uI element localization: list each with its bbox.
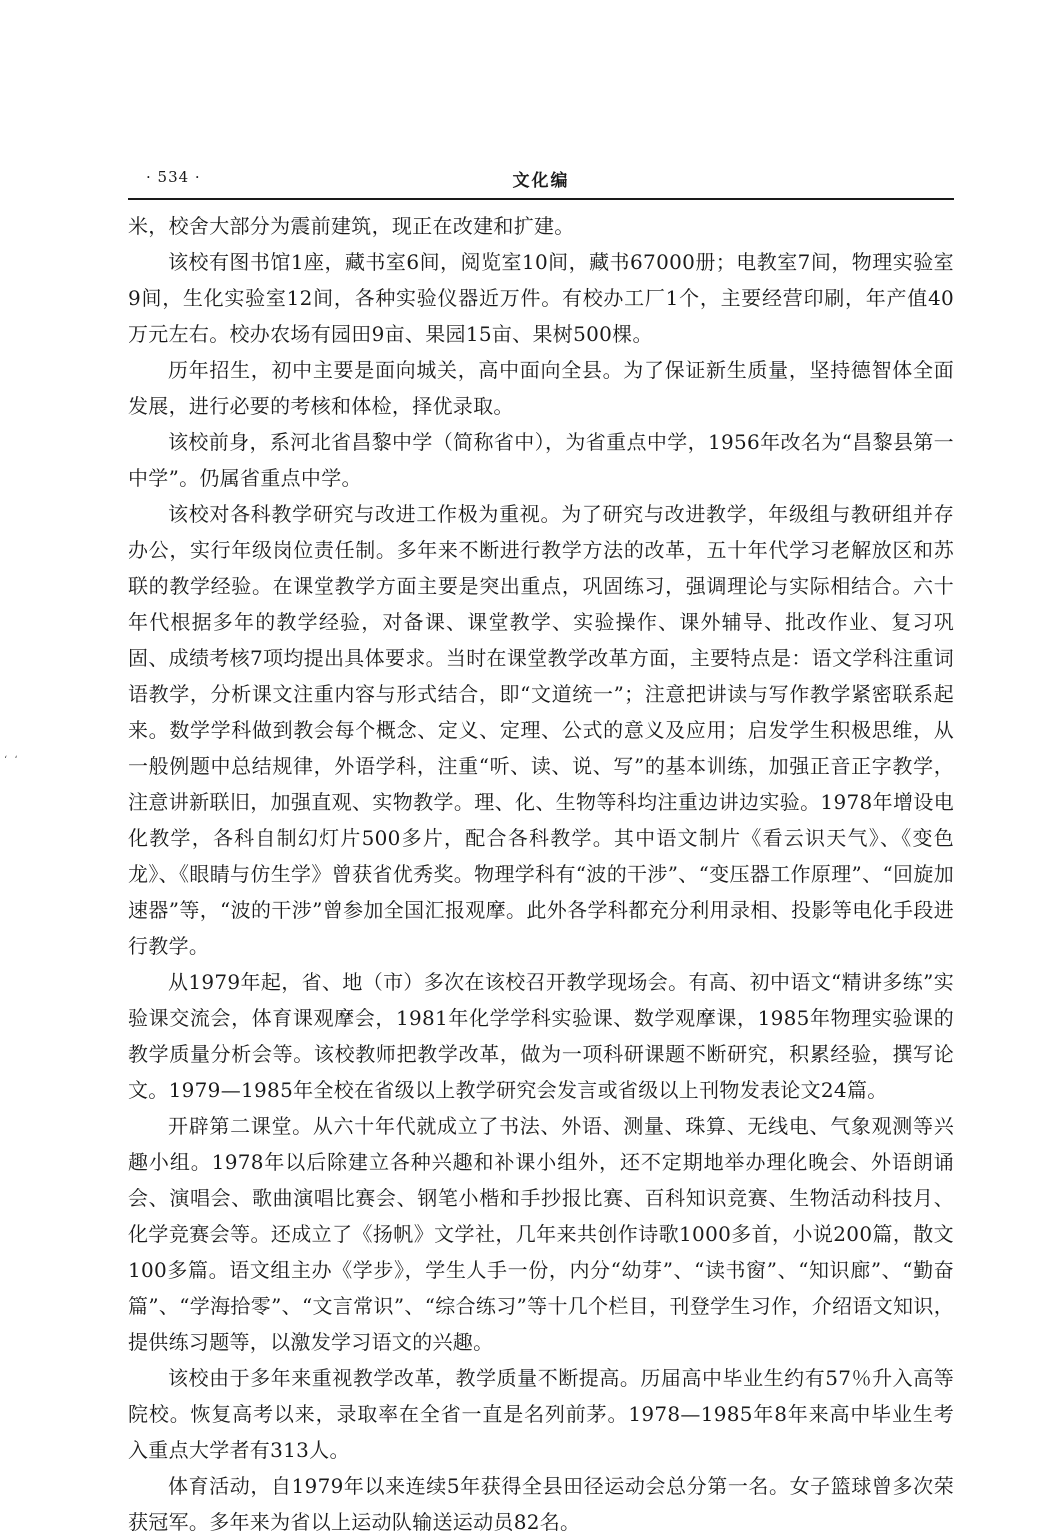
paragraph-teaching-reform: 该校对各科教学研究与改进工作极为重视。为了研究与改进教学，年级组与教研组并存办公，实行年级岗位责任制。多年来不断进行教学方法的改革，五十年代学习老解放区和苏联的教学经验。在课堂教学方面主要是突出重点，巩固练习，强调理论与实际相结合。六十年代根据多年的教学经验，对备课、课堂教学、实验操作、课外辅导、批改作业、复习巩固、成绩考核7项均提出具体要求。当时在课堂教学改革方面，主要特点是：语文学科注重词语教学，分析课文注重内容与形式结合，即“文道统一”；注意把讲读与写作教学紧密联系起来。数学学科做到教会每个概念、定义、定理、公式的意义及应用；启发学生积极思维，从一般例题中总结规律，外语学科，注重“听、读、说、写”的基本训练，加强正音正字教学，注意讲新联旧，加强直观、实物教学。理、化、生物等科均注重边讲边实验。1978年增设电化教学，各科自制幻灯片500多片，配合各科教学。其中语文制片《看云识天气》、《变色龙》、《眼睛与仿生学》曾获省优秀奖。物理学科有“波的干涉”、“变压器工作原理”、“回旋加速器”等，“波的干涉”曾参加全国汇报观摩。此外各学科都充分利用录相、投影等电化手段进行教学。 xyxy=(128,502,954,958)
paragraph-teaching-quality: 该校由于多年来重视教学改革，教学质量不断提高。历届高中毕业生约有57％升入高等院校。恢复高考以来，录取率在全省一直是名列前茅。1978—1985年8年来高中毕业生考入重点大学者有313人。 xyxy=(128,1366,954,1462)
paragraph-teaching-conferences: 从1979年起，省、地（市）多次在该校召开教学现场会。有高、初中语文“精讲多练”实验课交流会，体育课观摩会，1981年化学学科实验课、数学观摩课，1985年物理实验课的教学质量分析会等。该校教师把教学改革，做为一项科研课题不断研究，积累经验，撰写论文。1979—1985年全校在省级以上教学研究会发言或省级以上刊物发表论文24篇。 xyxy=(128,970,954,1102)
margin-mark: ‘ ‘ xyxy=(4,755,20,766)
paragraph-second-classroom: 开辟第二课堂。从六十年代就成立了书法、外语、测量、珠算、无线电、气象观测等兴趣小组。1978年以后除建立各种兴趣和补课小组外，还不定期地举办理化晚会、外语朗诵会、演唱会、歌曲演唱比赛会、钢笔小楷和手抄报比赛、百科知识竞赛、生物活动科技月、化学竞赛会等。还成立了《扬帆》文学社，几年来共创作诗歌1000多首，小说200篇，散文100多篇。语文组主办《学步》，学生人手一份，内分“幼芽”、“读书窗”、“知识廊”、“勤奋篇”、“学海拾零”、“文言常识”、“综合练习”等十几个栏目，刊登学生习作，介绍语文知识，提供练习题等，以激发学习语文的兴趣。 xyxy=(128,1114,954,1354)
paragraph-enrollment: 历年招生，初中主要是面向城关，高中面向全县。为了保证新生质量，坚持德智体全面发展，进行必要的考核和体检，择优录取。 xyxy=(128,358,954,418)
page-number: · 534 · xyxy=(146,168,201,186)
paragraph-facilities: 该校有图书馆1座，藏书室6间，阅览室10间，藏书67000册；电教室7间，物理实验室9间，生化实验室12间，各种实验仪器近万件。有校办工厂1个，主要经营印刷，年产值40万元左右。校办农场有园田9亩、果园15亩、果树500棵。 xyxy=(128,250,954,346)
body-text xyxy=(128,208,954,1540)
paragraph-history: 该校前身，系河北省昌黎中学（简称省中），为省重点中学，1956年改名为“昌黎县第一中学”。仍属省重点中学。 xyxy=(128,430,954,490)
paragraph-sports: 体育活动，自1979年以来连续5年获得全县田径运动会总分第一名。女子篮球曾多次荣获冠军。多年来为省以上运动队输送运动员82名。 xyxy=(128,1474,954,1534)
page-header xyxy=(128,158,954,200)
running-title: 文化编 xyxy=(512,171,570,191)
paragraph-continued: 米，校舍大部分为震前建筑，现正在改建和扩建。 xyxy=(128,214,575,238)
